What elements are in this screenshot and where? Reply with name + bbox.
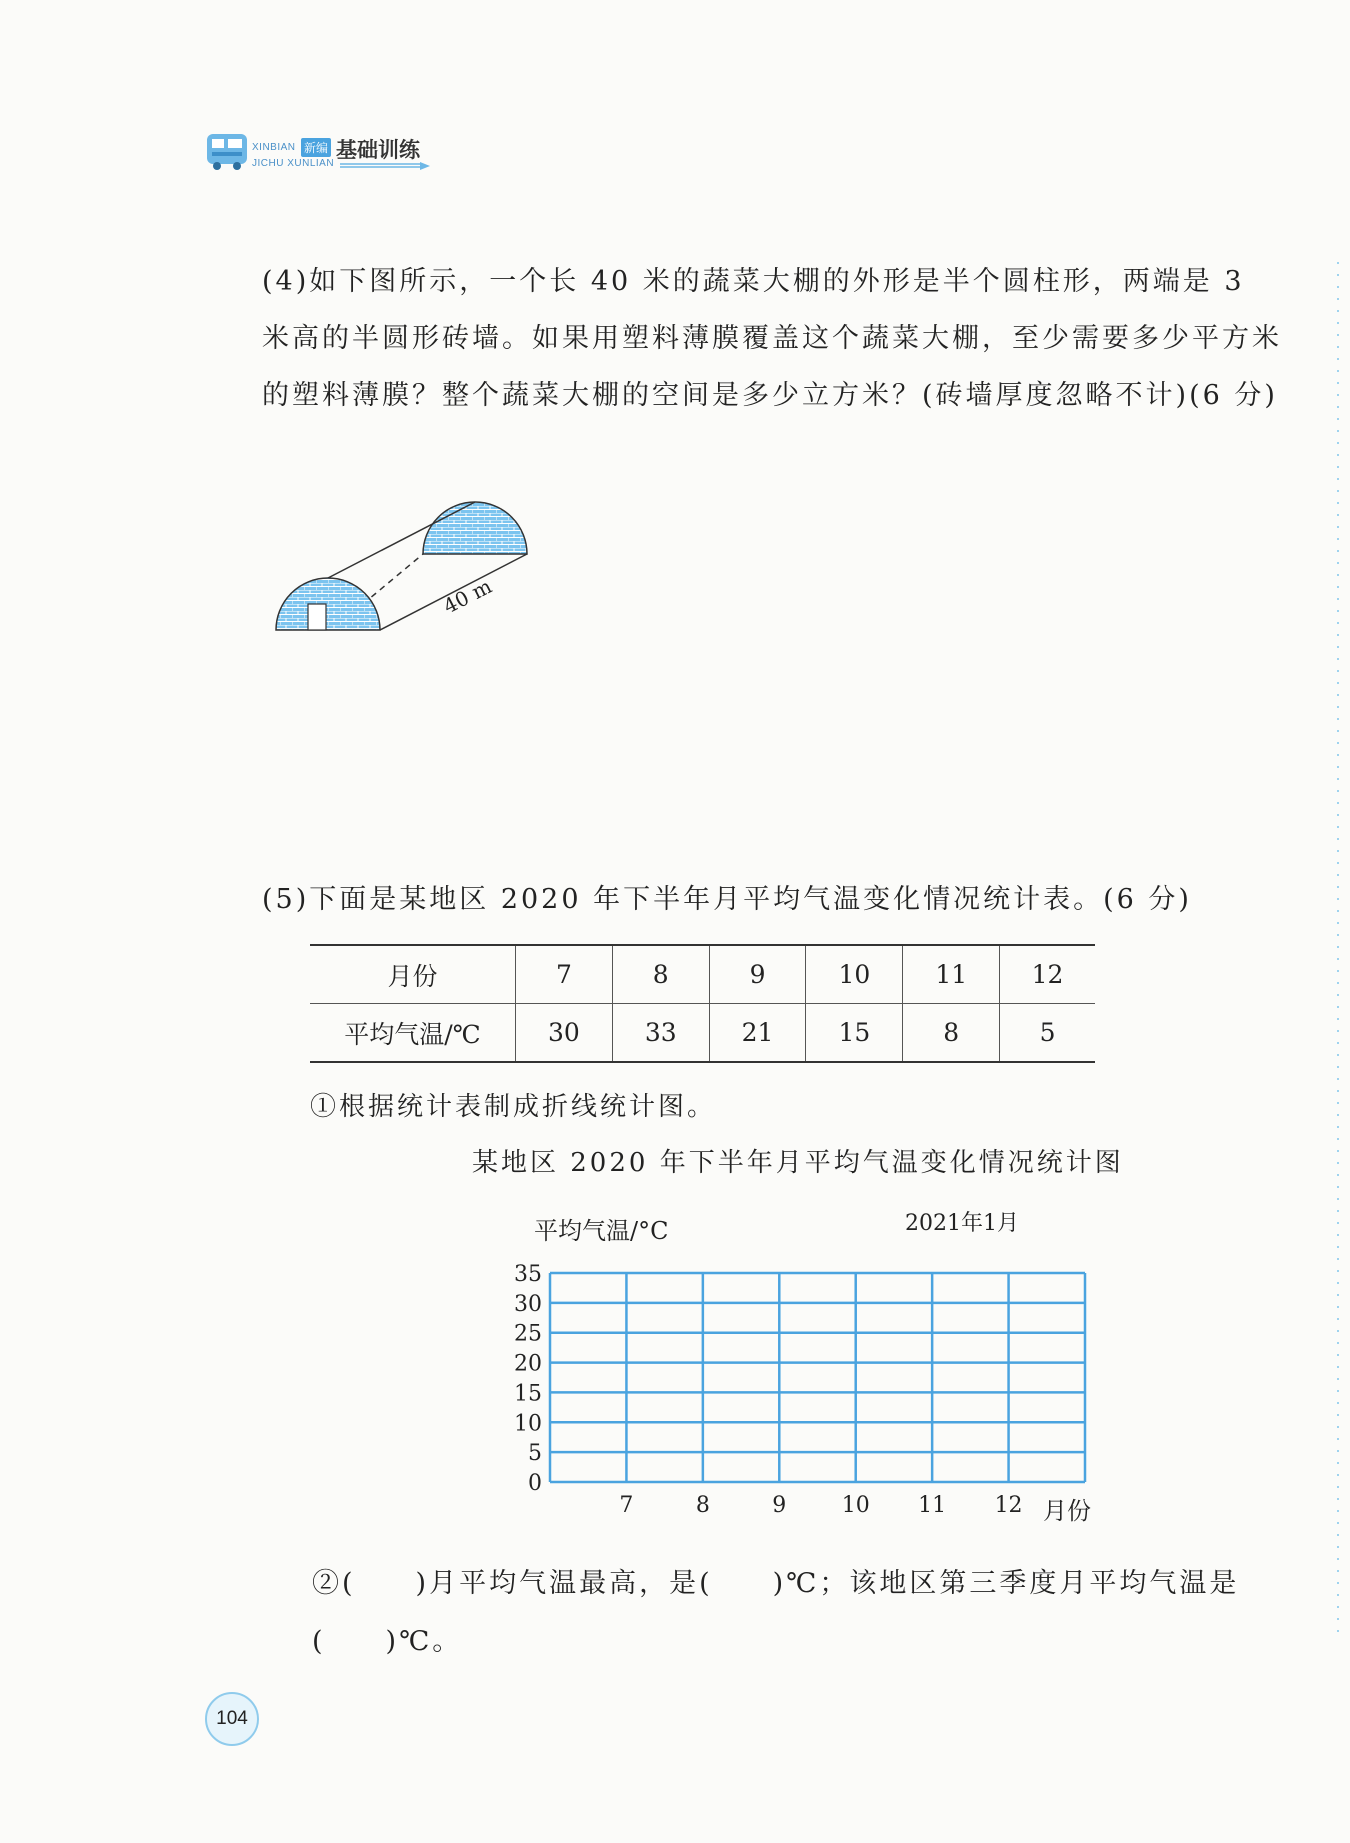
table-header-row xyxy=(310,945,1095,1004)
chart-grid xyxy=(550,1273,1085,1482)
x-tick-label: 8 xyxy=(695,1493,710,1518)
subquestion-2-line-2: ( )℃。 xyxy=(312,1626,463,1657)
page-number: 104 xyxy=(205,1692,259,1746)
temperature-table xyxy=(310,944,1095,1063)
table-row xyxy=(310,1004,1095,1063)
table-cell: 21 xyxy=(709,1004,806,1063)
x-axis-label: 月份 xyxy=(1043,1497,1091,1525)
x-tick-label: 9 xyxy=(772,1493,787,1518)
table-cell: 7 xyxy=(516,945,613,1004)
x-tick-labels xyxy=(619,1493,1022,1518)
subquestion-1: ①根据统计表制成折线统计图。 xyxy=(310,1092,717,1122)
subquestion-2-line-1: ②( )月平均气温最高，是( )℃；该地区第三季度月平均气温是 xyxy=(312,1568,1240,1599)
y-tick-label: 35 xyxy=(514,1262,542,1287)
y-tick-label: 20 xyxy=(514,1351,542,1377)
header-title: 基础训练 xyxy=(336,138,420,162)
table-cell: 平均气温/℃ xyxy=(310,1004,516,1063)
arrow-icon xyxy=(340,162,430,170)
table-cell: 月份 xyxy=(310,945,516,1004)
margin-decoration xyxy=(1332,262,1344,1642)
x-tick-label: 11 xyxy=(918,1493,947,1518)
header-tag: 新编 xyxy=(301,138,331,157)
x-tick-label: 12 xyxy=(994,1493,1023,1518)
x-tick-label: 7 xyxy=(619,1493,634,1518)
date-note: 2021年1月 xyxy=(905,1211,1019,1236)
x-tick-label: 10 xyxy=(841,1493,870,1518)
table-cell: 5 xyxy=(1000,1004,1095,1063)
figure-length-label: 40 m xyxy=(439,574,496,619)
bus-icon xyxy=(207,134,247,170)
y-axis-label: 平均气温/°C xyxy=(534,1217,669,1245)
y-tick-label: 25 xyxy=(514,1321,542,1347)
y-tick-label: 0 xyxy=(528,1471,542,1496)
table-cell: 33 xyxy=(612,1004,709,1063)
y-tick-labels xyxy=(514,1262,542,1496)
y-tick-label: 5 xyxy=(528,1441,542,1467)
question-5-intro: (5)下面是某地区 2020 年下半年月平均气温变化情况统计表。(6 分) xyxy=(262,884,1192,915)
greenhouse-figure xyxy=(268,492,538,632)
table-cell: 9 xyxy=(709,945,806,1004)
line-chart-grid[interactable] xyxy=(490,1205,1110,1535)
header-pinyin-top: XINBIAN xyxy=(252,142,296,153)
question-4-text: (4)如下图所示，一个长 40 米的蔬菜大棚的外形是半个圆柱形，两端是 3 米高的半圆形砖墙。如果用塑料薄膜覆盖这个蔬菜大棚，至少需要多少平方米的塑料薄膜？整个蔬菜大棚的空间是多少立方米？(砖墙厚度忽略不计)(6 分) xyxy=(262,266,1282,411)
y-tick-label: 15 xyxy=(514,1381,542,1407)
table-cell: 11 xyxy=(903,945,1000,1004)
chart-title: 某地区 2020 年下半年月平均气温变化情况统计图 xyxy=(472,1148,1124,1178)
header-pinyin-bottom: JICHU XUNLIAN xyxy=(252,158,335,169)
table-cell: 10 xyxy=(806,945,903,1004)
table-cell: 8 xyxy=(612,945,709,1004)
table-cell: 8 xyxy=(903,1004,1000,1063)
subquestion-2 xyxy=(312,1555,1292,1671)
y-tick-label: 10 xyxy=(514,1411,542,1437)
table-cell: 12 xyxy=(1000,945,1095,1004)
y-tick-label: 30 xyxy=(514,1291,542,1317)
table-cell: 15 xyxy=(806,1004,903,1063)
table-cell: 30 xyxy=(516,1004,613,1063)
